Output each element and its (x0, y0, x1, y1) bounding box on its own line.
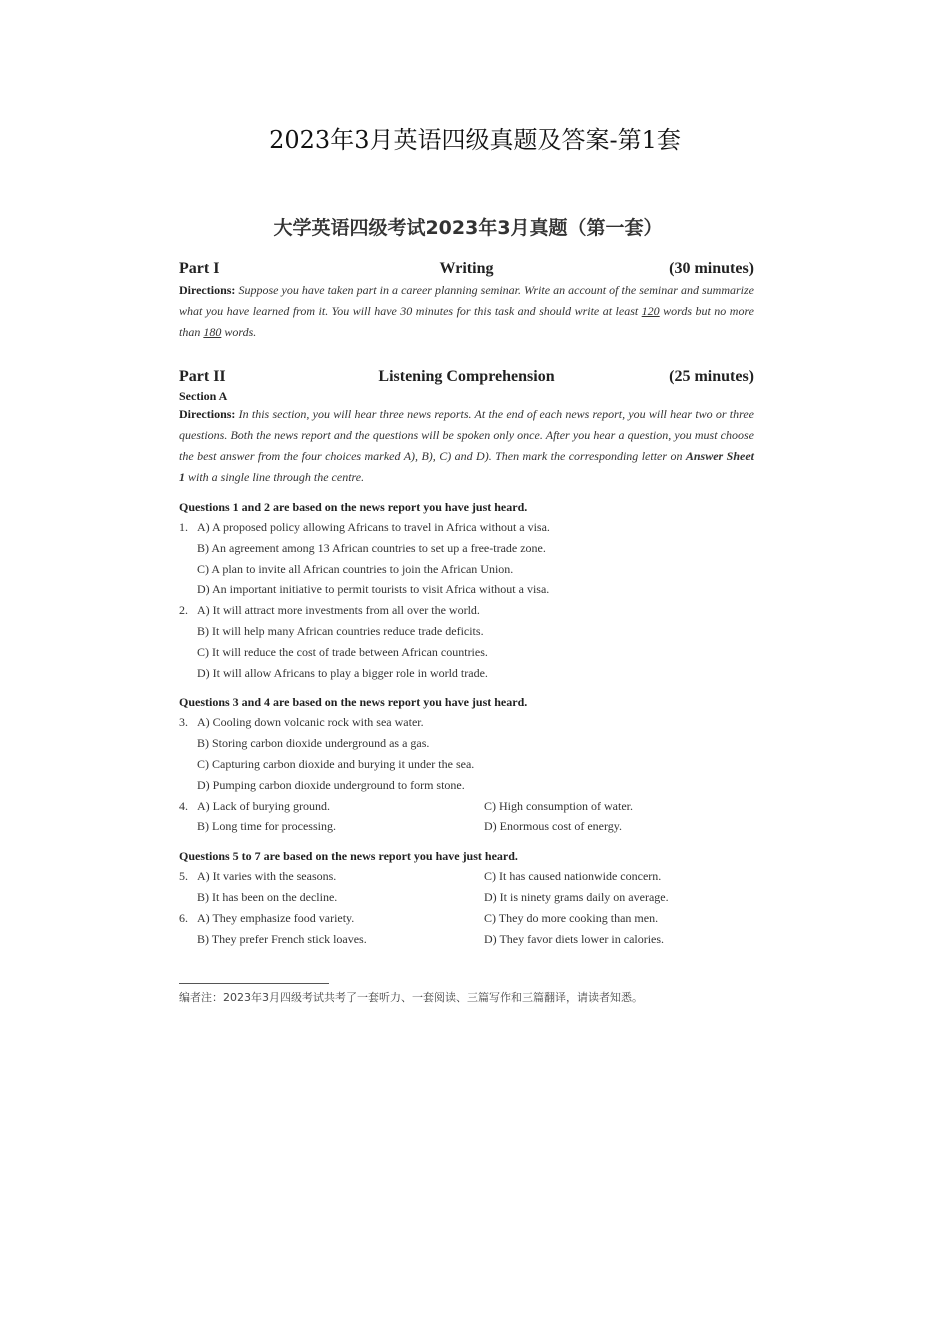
question-2-option-c (179, 642, 754, 663)
part2-topic: Listening Comprehension (378, 368, 555, 385)
question-group-3-title: Questions 5 to 7 are based on the news report you have just heard. (179, 849, 518, 864)
question-2-option-b (179, 621, 754, 642)
footnote-divider (179, 983, 329, 984)
question-number: 2. (179, 603, 188, 618)
part1-directions-text-1: Suppose you have taken part in a career planning seminar. Write an account of the seminar and summarize what you have learned from it. You will have 30 minutes for this task and should write at least (179, 283, 754, 318)
question-3-option-c (179, 754, 754, 775)
section-a-label: Section A (179, 389, 228, 403)
question-6-row-1 (179, 908, 754, 929)
answer-option: A) It varies with the seasons. (197, 869, 337, 884)
part2-directions (179, 404, 754, 488)
question-2-option-a (179, 600, 754, 621)
part2-name: Part II (179, 368, 226, 385)
question-3-option-d (179, 775, 754, 796)
part1-time: (30 minutes) (669, 260, 754, 277)
question-number: 3. (179, 715, 188, 730)
question-2-option-d (179, 663, 754, 684)
answer-option: D) An important initiative to permit tourists to visit Africa without a visa. (197, 582, 550, 597)
answer-option: B) They prefer French stick loaves. (197, 931, 367, 946)
question-5-row-1 (179, 866, 754, 887)
answer-option: C) A plan to invite all African countries to join the African Union. (197, 561, 514, 576)
part2-time: (25 minutes) (669, 368, 754, 385)
part1-directions-text-3: words. (221, 325, 257, 339)
question-number: 4. (179, 798, 188, 813)
question-group-2-title: Questions 3 and 4 are based on the news report you have just heard. (179, 695, 528, 710)
answer-option: C) Capturing carbon dioxide and burying it under the sea. (197, 756, 475, 771)
answer-option: B) Storing carbon dioxide underground as a gas. (197, 736, 430, 751)
answer-option: C) It has caused nationwide concern. (484, 869, 662, 884)
part1-min-words: 120 (641, 304, 660, 318)
part2-directions-text-2: with a single line through the centre. (185, 470, 365, 484)
answer-sheet-ref: Answer Sheet 1 (179, 449, 754, 484)
question-4-row-2 (179, 816, 754, 837)
question-1-option-c (179, 559, 754, 580)
question-5-row-2 (179, 887, 754, 908)
question-1-option-b (179, 538, 754, 559)
question-6-row-2 (179, 929, 754, 950)
part2-directions-text-1: In this section, you will hear three news reports. At the end of each news report, you will hear two or three questions. Both the news report and the questions will be spoken only once. After you hear a question, you must choose the best answer from the four choices marked A), B), C) and D). Then mark the corresponding letter on (179, 407, 754, 463)
part1-directions-text-2: words but no more than (179, 304, 754, 339)
question-1-option-d (179, 579, 754, 600)
answer-option: A) Lack of burying ground. (197, 798, 330, 813)
question-3-option-b (179, 733, 754, 754)
part1-directions-label: Directions: (179, 283, 236, 297)
question-number: 1. (179, 520, 188, 534)
answer-option: A) Cooling down volcanic rock with sea water. (197, 715, 424, 730)
question-group-1-title: Questions 1 and 2 are based on the news report you have just heard. (179, 500, 528, 514)
answer-option: D) Enormous cost of energy. (484, 819, 622, 834)
answer-option: D) It will allow Africans to play a bigger role in world trade. (197, 665, 488, 680)
question-3-option-a (179, 712, 754, 733)
answer-option: D) Pumping carbon dioxide underground to form stone. (197, 777, 465, 792)
answer-option: B) It will help many African countries reduce trade deficits. (197, 623, 484, 638)
part2-header (179, 366, 754, 388)
question-number: 6. (179, 910, 188, 925)
answer-option: B) It has been on the decline. (197, 889, 338, 904)
part2-directions-label: Directions: (179, 407, 236, 421)
part1-topic: Writing (439, 260, 494, 277)
editor-footnote: 编者注：2023年3月四级考试共考了一套听力、一套阅读、三篇写作和三篇翻译，请读者知悉。 (179, 991, 643, 1004)
question-number: 5. (179, 869, 188, 884)
part1-directions (179, 280, 754, 343)
question-4-row-1 (179, 796, 754, 817)
exam-title: 大学英语四级考试2023年3月真题（第一套） (273, 217, 663, 239)
answer-option: A) A proposed policy allowing Africans to travel in Africa without a visa. (197, 520, 550, 534)
answer-option: C) They do more cooking than men. (484, 910, 659, 925)
exam-content (179, 258, 754, 949)
question-1-option-a (179, 517, 754, 538)
answer-option: C) High consumption of water. (484, 798, 633, 813)
answer-option: B) An agreement among 13 African countries to set up a free-trade zone. (197, 540, 546, 555)
answer-option: B) Long time for processing. (197, 819, 336, 834)
answer-option: A) It will attract more investments from all over the world. (197, 603, 480, 618)
part1-max-words: 180 (203, 325, 222, 339)
document-title: 2023年3月英语四级真题及答案-第1套 (269, 126, 681, 154)
answer-option: D) They favor diets lower in calories. (484, 931, 665, 946)
part1-name: Part I (179, 260, 220, 277)
answer-option: C) It will reduce the cost of trade between African countries. (197, 644, 488, 659)
answer-option: A) They emphasize food variety. (197, 910, 355, 925)
part1-header (179, 258, 754, 280)
answer-option: D) It is ninety grams daily on average. (484, 889, 669, 904)
